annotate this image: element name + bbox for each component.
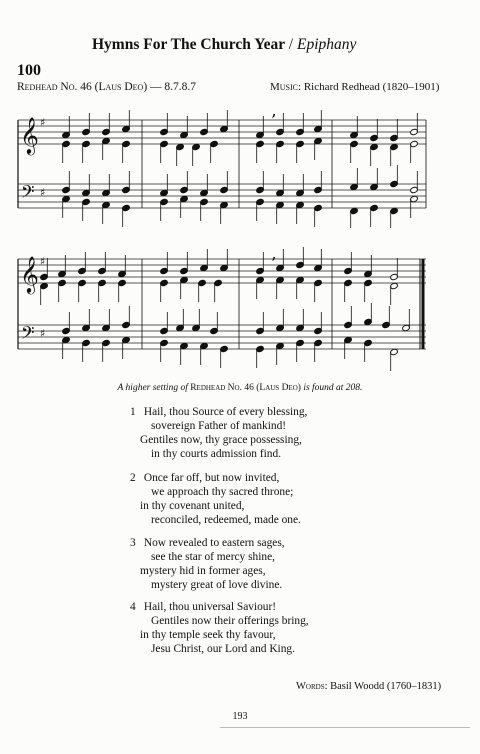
verse-number: 2 [130,472,136,484]
note-suffix: is found at 208. [303,383,363,393]
bass-clef: 𝄢 [21,182,35,206]
key-signature-sharp: ♯ [40,116,46,129]
verse-line: Gentiles now their offerings bring, [151,614,309,627]
verse-line: in thy temple seek thy favour, [140,628,276,641]
scan-edge-line [220,727,470,728]
verse-number: 4 [130,601,136,613]
key-signature-sharp: ♯ [40,327,46,340]
score-system-2 [14,247,434,372]
verse-1 [130,406,307,462]
words-credit-line [296,681,441,692]
verse-2 [130,472,301,528]
header-subtitle: Epiphany [296,36,357,53]
header-title: Hymns For The Church Year [92,36,285,53]
verse-line: Now revealed to eastern sages, [143,537,285,549]
treble-clef: 𝄞 [20,116,39,154]
verse-number: 3 [130,537,136,549]
verse-number: 1 [130,406,136,418]
verse-line: reconciled, redeemed, made one. [151,513,301,526]
page-number: 193 [232,711,248,722]
verse-line: mystery hid in former ages, [140,564,266,577]
verse-line: Hail, thou Source of every blessing, [143,406,308,418]
verse-line: Jesu Christ, our Lord and King. [151,642,295,655]
verse-line: Gentiles now, thy grace possessing, [140,433,302,446]
verse-line: sovereign Father of mankind! [151,419,287,432]
music-label: Music: [270,81,302,93]
note-prefix: A higher setting of [117,383,188,393]
verse-line: Once far off, but now invited, [143,472,280,484]
verse-line: in thy courts admission find. [151,447,282,460]
breath-mark: , [272,108,277,119]
verse-4 [130,601,309,657]
verse-line: Hail, thou universal Saviour! [143,601,277,613]
note-tune: Redhead No. 46 (Laus Deo) [190,383,301,393]
key-signature-sharp: ♯ [40,255,46,268]
setting-note [0,383,480,393]
music-credit-line [270,81,439,93]
tune-meter: — 8.7.8.7 [150,81,197,93]
treble-clef: 𝄞 [20,255,39,293]
tune-line [17,81,196,93]
words-credit: Basil Woodd (1760–1831) [330,681,442,692]
verse-line: in thy covenant united, [140,499,245,512]
music-credit: Richard Redhead (1820–1901) [303,81,440,93]
verse-line: we approach thy sacred throne; [151,485,294,498]
score-system-1 [14,108,434,228]
verse-line: see the star of mercy shine, [151,550,275,563]
words-label: Words: [296,681,328,692]
hymn-number: 100 [17,62,41,79]
bass-clef: 𝄢 [21,323,35,347]
section-header [92,36,356,54]
verse-3 [130,537,285,593]
header-separator: / [288,36,294,53]
breath-mark: , [272,248,277,262]
key-signature-sharp: ♯ [40,186,46,199]
tune-name: Redhead No. 46 (Laus Deo) [17,81,148,93]
verse-line: mystery great of love divine. [151,578,283,591]
